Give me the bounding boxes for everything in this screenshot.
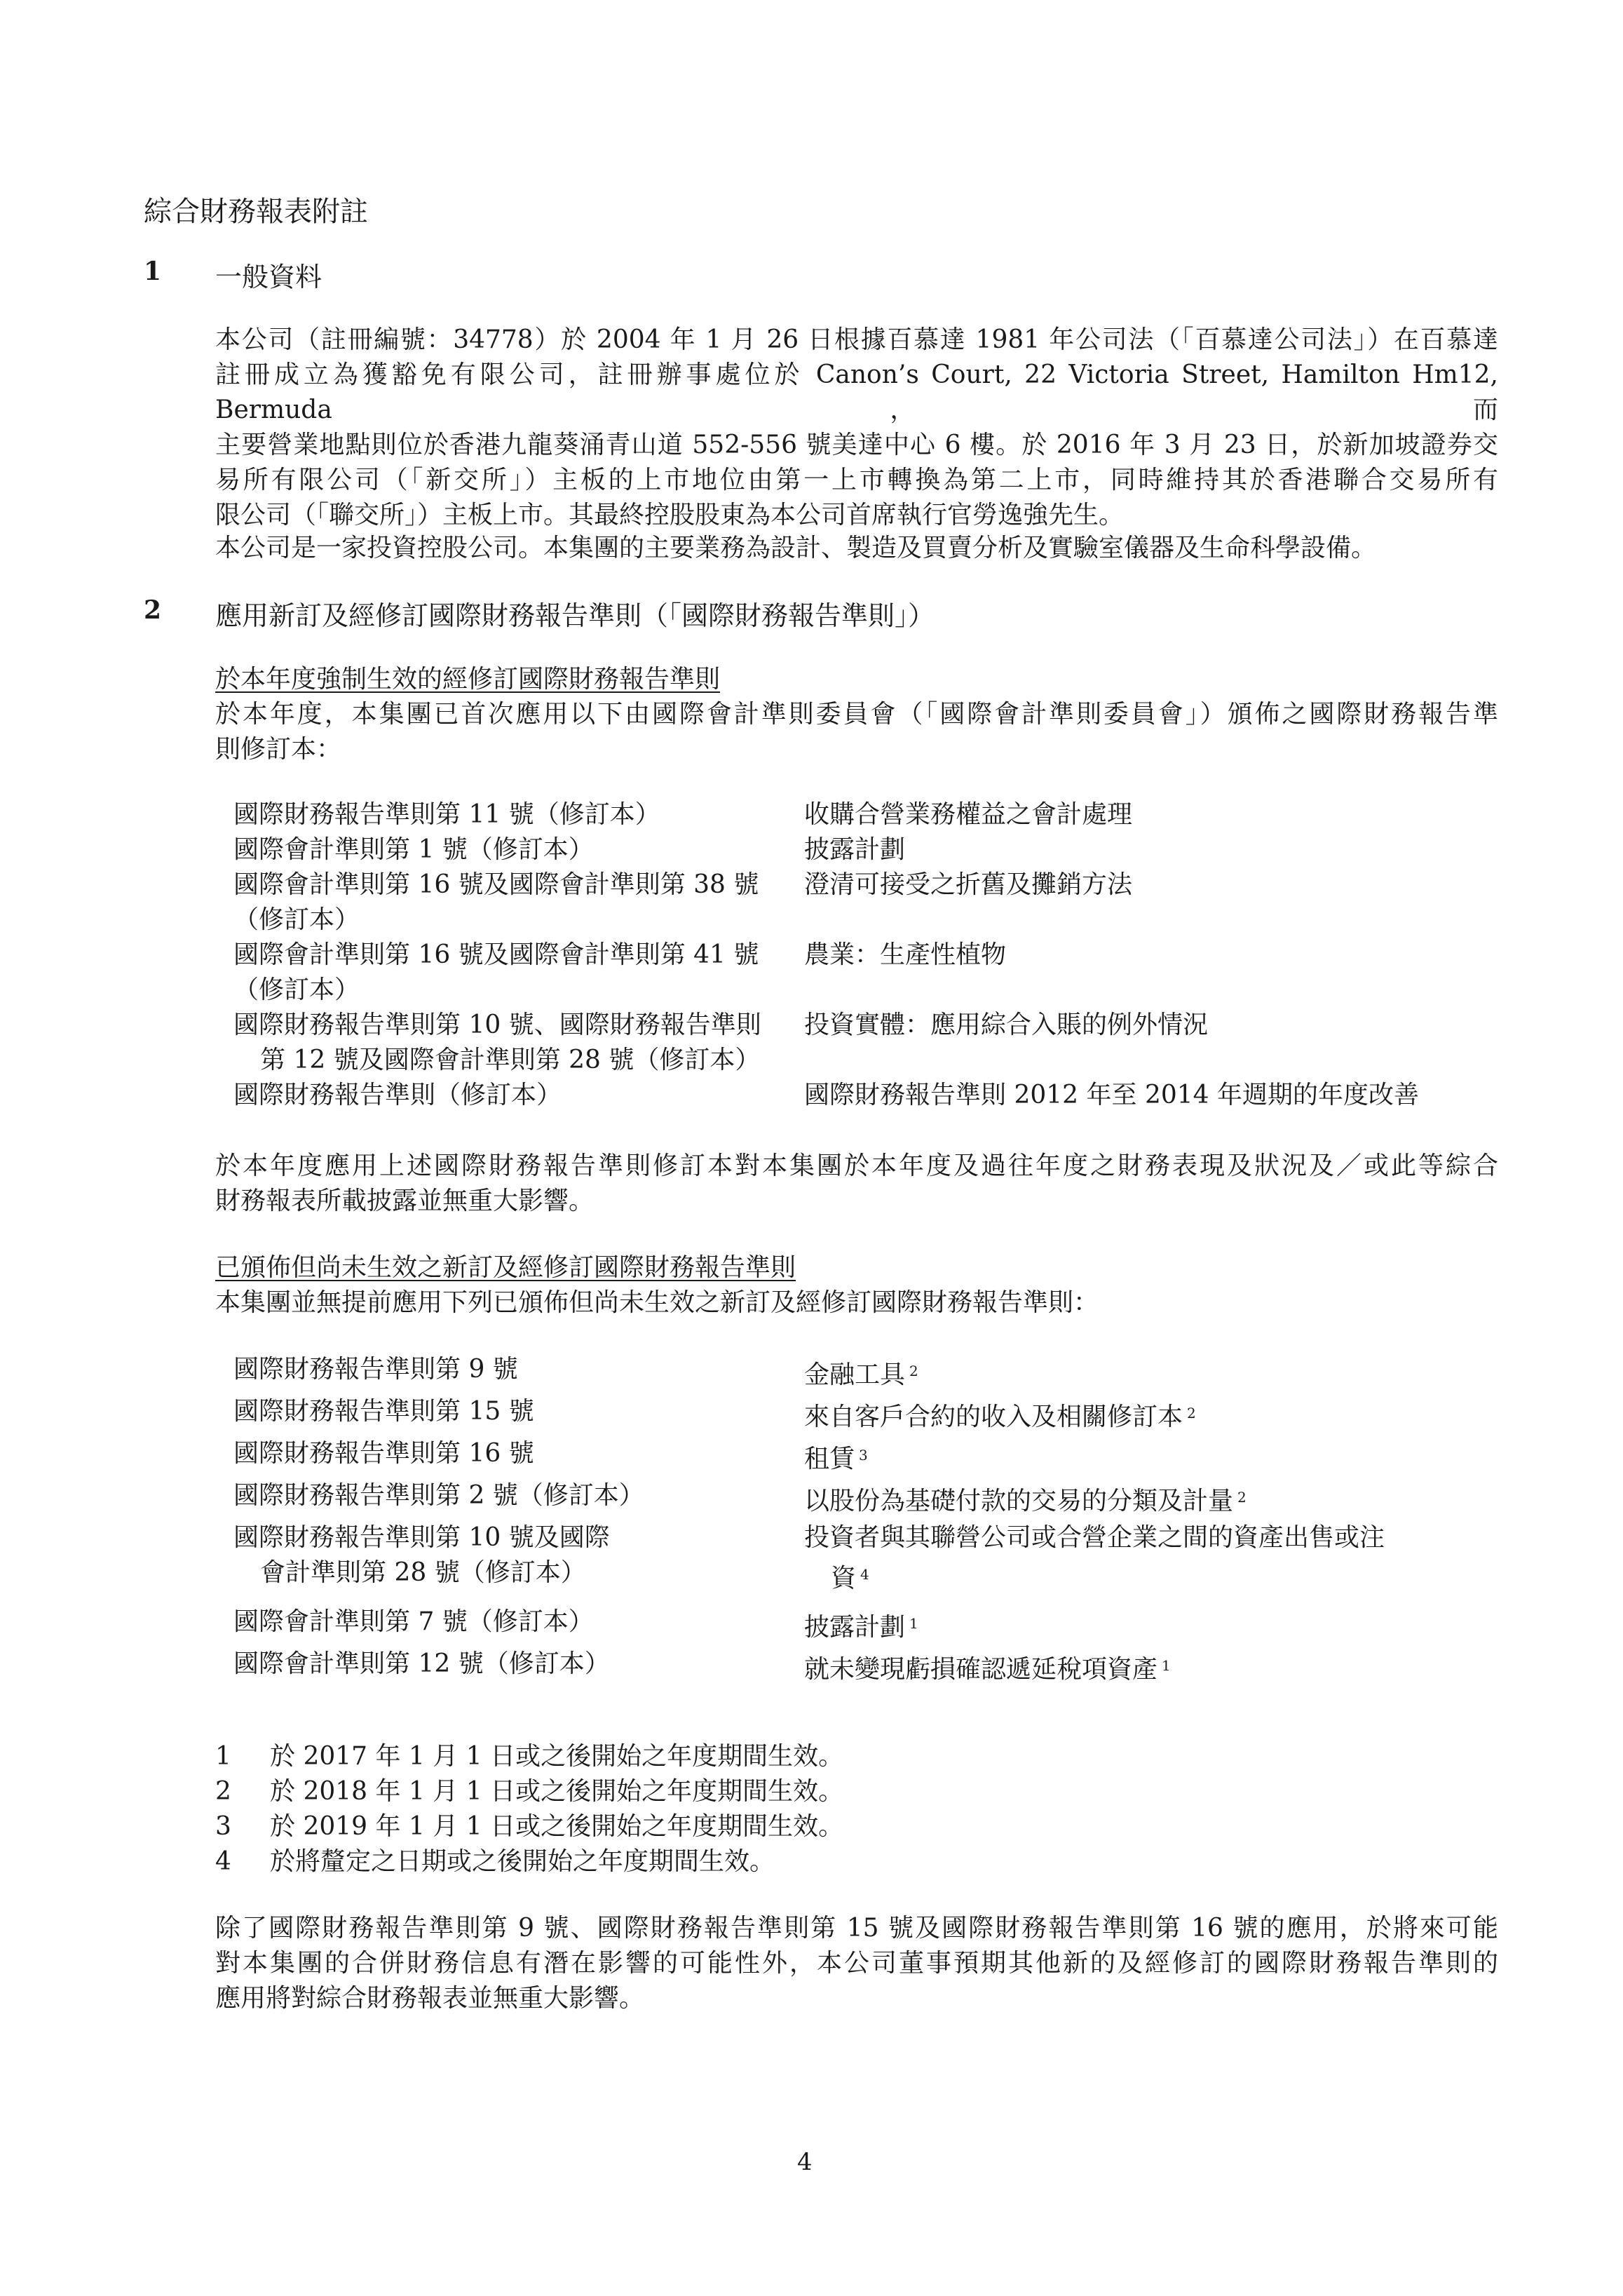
footnote-ref: 2 xyxy=(1237,1489,1247,1506)
section-2-paragraph-4 xyxy=(215,1911,1498,2016)
footnote xyxy=(215,1809,843,1844)
paragraph-line: 於本年度應用上述國際財務報告準則修訂本對本集團於本年度及過往年度之財務表現及狀況及／或此等綜合 xyxy=(215,1152,1498,1180)
footnote-ref: 2 xyxy=(909,1363,918,1379)
standard-description: 來自客戶合約的收入及相關修訂本 $^2$ xyxy=(804,1403,1196,1431)
standard-name: 國際會計準則第 1 號（修訂本） xyxy=(233,835,594,864)
standard-description: 國際財務報告準則 2012 年至 2014 年週期的年度改善 xyxy=(804,1081,1420,1109)
paragraph-line: 限公司（「聯交所」）主板上市。其最終控股股東為本公司首席執行官勞逸強先生。 xyxy=(215,501,1125,529)
standard-name: 國際財務報告準則第 2 號（修訂本） xyxy=(233,1481,644,1510)
footnote-number: 3 xyxy=(215,1812,231,1841)
footnote-number: 1 xyxy=(215,1742,231,1771)
section-1-paragraph-1 xyxy=(215,323,1498,533)
paragraph-line: 應用將對綜合財務報表並無重大影響。 xyxy=(215,1984,645,2013)
section-2-paragraph-3 xyxy=(215,1285,1498,1321)
paragraph-line: 對本集團的合併財務信息有潛在影響的可能性外，本公司董事預期其他新的及經修訂的國際財務報告準則的 xyxy=(215,1949,1498,1978)
footnote-ref: 1 xyxy=(909,1615,918,1632)
standard-description: 金融工具 $^2$ xyxy=(804,1360,918,1389)
standard-name-cont: 會計準則第 28 號（修訂本） xyxy=(260,1558,586,1587)
paragraph-line: 財務報表所載披露並無重大影響。 xyxy=(215,1187,595,1215)
paragraph-line: 本公司（註冊編號：34778）於 2004 年 1 月 26 日根據百慕達 1981 年公司法（「百慕達公司法」）在百慕達 xyxy=(215,325,1498,354)
standard-name: 國際財務報告準則第 10 號及國際 xyxy=(233,1523,610,1552)
standard-name: 國際會計準則第 16 號及國際會計準則第 41 號 xyxy=(233,940,759,969)
standard-description: 收購合營業務權益之會計處理 xyxy=(804,800,1133,829)
footnote-text: 於 2019 年 1 月 1 日或之後開始之年度期間生效。 xyxy=(270,1812,844,1841)
paragraph-line: 除了國際財務報告準則第 9 號、國際財務報告準則第 15 號及國際財務報告準則第 16 號的應用，於將來可能 xyxy=(215,1914,1498,1943)
paragraph-line: 於本年度，本集團已首次應用以下由國際會計準則委員會（「國際會計準則委員會」）頒佈之國際財務報告準 xyxy=(215,700,1498,729)
footnote-text: 於將釐定之日期或之後開始之年度期間生效。 xyxy=(270,1847,775,1876)
paragraph-line: 主要營業地點則位於香港九龍葵涌青山道 552-556 號美達中心 6 樓。於 2016 年 3 月 23 日，於新加坡證券交 xyxy=(215,431,1498,459)
standard-name: 國際財務報告準則第 10 號、國際財務報告準則 xyxy=(233,1011,761,1039)
standard-description: 披露計劃 xyxy=(804,835,906,864)
footnote-text: 於 2018 年 1 月 1 日或之後開始之年度期間生效。 xyxy=(270,1777,844,1806)
standard-name: 國際會計準則第 12 號（修訂本） xyxy=(233,1649,610,1678)
paragraph-line: 註冊成立為獲豁免有限公司，註冊辦事處位於 Canon’s Court, 22 Victoria Street, Hamilton Hm12, Bermuda，而 xyxy=(215,360,1498,424)
standard-description: 投資實體：應用綜合入賬的例外情況 xyxy=(804,1011,1209,1039)
footnote-number: 2 xyxy=(215,1777,231,1806)
standard-name-cont: （修訂本） xyxy=(233,975,360,1004)
standard-description: 租賃 $^3$ xyxy=(804,1445,868,1473)
footnote-number: 4 xyxy=(215,1847,231,1876)
footnote-text: 於 2017 年 1 月 1 日或之後開始之年度期間生效。 xyxy=(270,1742,844,1771)
section-1-heading: 一般資料 xyxy=(215,262,322,292)
standard-name-cont: 第 12 號及國際會計準則第 28 號（修訂本） xyxy=(260,1046,761,1074)
section-2-paragraph-2 xyxy=(215,1149,1498,1219)
section-2-number: 2 xyxy=(144,595,162,625)
standard-description: 投資者與其聯營公司或合營企業之間的資產出售或注 xyxy=(804,1523,1385,1552)
paragraph-line: 本公司是一家投資控股公司。本集團的主要業務為設計、製造及買賣分析及實驗室儀器及生命科學設備。 xyxy=(215,534,1377,562)
standard-name: 國際會計準則第 7 號（修訂本） xyxy=(233,1607,594,1636)
standard-description: 農業：生產性植物 xyxy=(804,940,1007,969)
section-2-paragraph-1 xyxy=(215,697,1498,767)
standard-name: 國際財務報告準則第 16 號 xyxy=(233,1439,534,1468)
standard-description: 澄清可接受之折舊及攤銷方法 xyxy=(804,870,1133,899)
subheading-text: 已頒佈但尚未生效之新訂及經修訂國際財務報告準則 xyxy=(215,1253,796,1282)
section-2-subheading-2 xyxy=(215,1250,1498,1285)
section-2-subheading-1 xyxy=(215,662,1498,697)
paragraph-line: 本集團並無提前應用下列已頒佈但尚未生效之新訂及經修訂國際財務報告準則： xyxy=(215,1288,1099,1317)
standard-description: 以股份為基礎付款的交易的分類及計量 $^2$ xyxy=(804,1487,1247,1515)
standard-name: 國際財務報告準則第 9 號 xyxy=(233,1355,518,1384)
section-1-number: 1 xyxy=(144,257,162,286)
paragraph-line: 易所有限公司（「新交所」）主板的上市地位由第一上市轉換為第二上市，同時維持其於香港聯合交易所有 xyxy=(215,466,1498,494)
document-title: 綜合財務報表附註 xyxy=(144,196,368,228)
section-2-heading: 應用新訂及經修訂國際財務報告準則（「國際財務報告準則」） xyxy=(215,600,935,631)
standard-name: 國際財務報告準則（修訂本） xyxy=(233,1081,562,1109)
subheading-text: 於本年度強制生效的經修訂國際財務報告準則 xyxy=(215,665,721,694)
standard-name-cont: （修訂本） xyxy=(233,905,360,934)
standard-description: 披露計劃 $^1$ xyxy=(804,1613,918,1642)
footnote-ref: 2 xyxy=(1187,1405,1196,1422)
section-1-paragraph-2 xyxy=(215,531,1498,566)
standard-description: 就未變現虧損確認遞延稅項資產 $^1$ xyxy=(804,1655,1171,1684)
paragraph-line: 則修訂本： xyxy=(215,735,342,764)
footnote xyxy=(215,1739,843,1774)
footnote-ref: 3 xyxy=(859,1447,868,1464)
standard-name: 國際財務報告準則第 15 號 xyxy=(233,1397,534,1426)
standard-description-cont: 資 $^4$ xyxy=(831,1564,869,1593)
footnote xyxy=(215,1844,775,1879)
page-number: 4 xyxy=(797,2148,813,2176)
standard-name: 國際會計準則第 16 號及國際會計準則第 38 號 xyxy=(233,870,759,899)
footnote xyxy=(215,1774,843,1809)
standard-name: 國際財務報告準則第 11 號（修訂本） xyxy=(233,800,660,829)
footnote-ref: 4 xyxy=(860,1566,869,1583)
footnote-ref: 1 xyxy=(1162,1657,1171,1674)
